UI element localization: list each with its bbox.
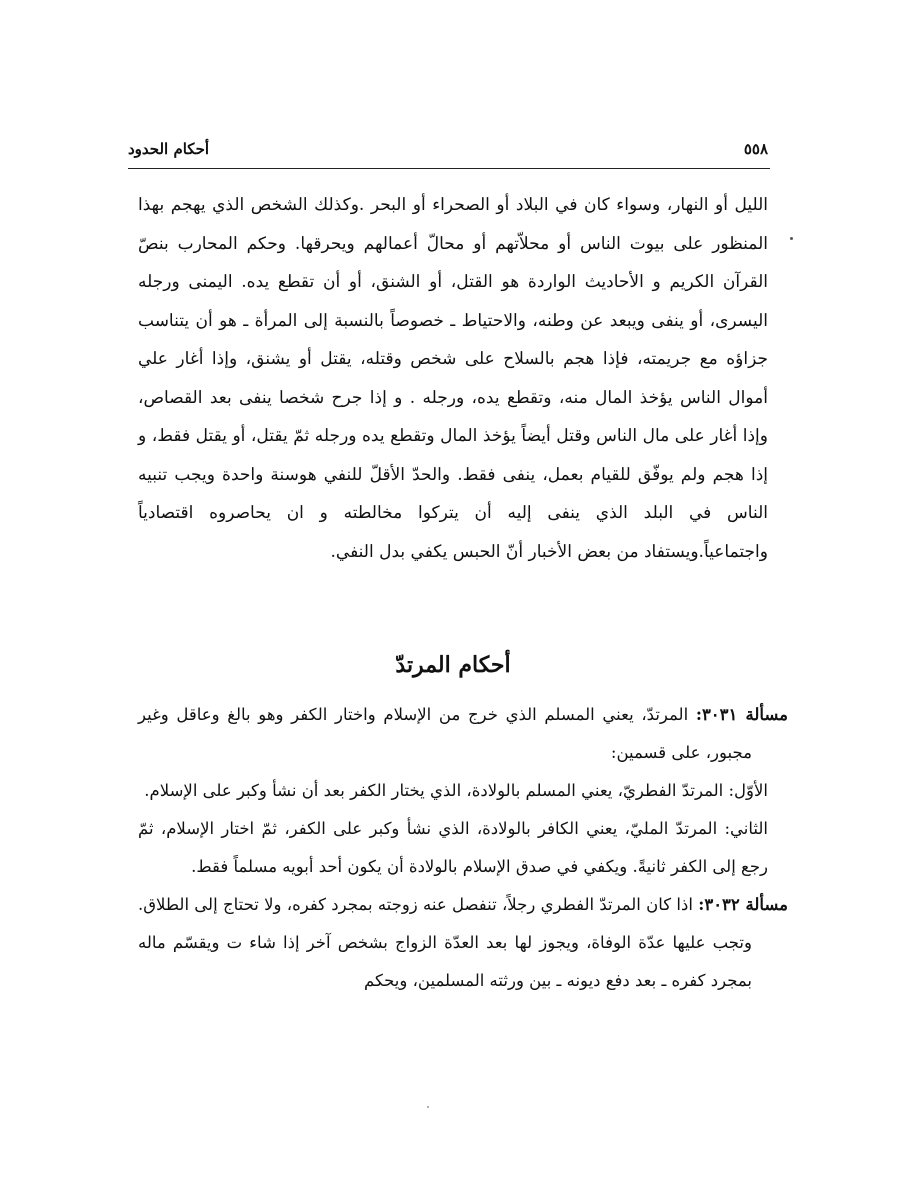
sub-item-text: الأوّل: المرتدّ الفطريّ، يعني المسلم بالولادة، الذي يختار الكفر بعد أن نشأ وكبر على الإسلام. bbox=[144, 781, 768, 800]
running-head-title: أحكام الحدود bbox=[128, 140, 210, 158]
issue-paragraph bbox=[138, 696, 788, 772]
running-head bbox=[128, 140, 768, 166]
body-paragraph: الليل أو النهار، وسواء كان في البلاد أو الصحراء أو البحر .وكذلك الشخص الذي يهجم بهذا المنظور على بيوت الناس أو محلاّتهم أو محالّ أعمالهم ويحرقها. وحكم المحارب بنصّ القرآن الكريم و الأحاديث الواردة هو القتل، أو الشنق، أو أن تقطع يده. اليمنى ورجله اليسرى، أو ينفى ويبعد عن وطنه، والاحتياط ـ خصوصاً بالنسبة إلى المرأة ـ هو أن يتناسب جزاؤه مع جريمته، فإذا هجم بالسلاح على شخص وقتله، يقتل أو يشنق، وإذا أغار علي أموال الناس يؤخذ المال منه، وتقطع يده، ورجله . و إذا جرح شخصا ينفى بعد القصاص، وإذا أغار على مال الناس وقتل أيضاً يؤخذ المال وتقطع يده ورجله ثمّ يقتل، أو يقتل فقط، و إذا هجم ولم يوفّق للقيام بعمل، ينفى فقط. والحدّ الأقلّ للنفي هوسنة واحدة ويجب تنبيه الناس في البلد الذي ينفى إليه أن يتركوا مخالطته و ان يحاصروه اقتصادياً واجتماعياً.ويستفاد من بعض الأخبار أنّ الحبس يكفي بدل النفي. bbox=[138, 195, 768, 562]
section-heading: أحكام المرتدّ bbox=[395, 652, 511, 678]
sub-item-text: الثاني: المرتدّ المليّ، يعني الكافر بالولادة، الذي نشأ وكبر على الكفر، ثمّ اختار الإسلام، ثمّ رجع إلى الكفر ثانيةً. ويكفي في صدق الإسلام بالولادة أن يكون أحد أبويه مسلماً فقط. bbox=[138, 819, 768, 876]
issue-text: اذا كان المرتدّ الفطري رجلاً، تنفصل عنه زوجته بمجرد كفره، ولا تحتاج إلى الطلاق. وتجب عليها عدّة الوفاة، ويجوز لها بعد العدّة الزواج بشخص آخر إذا شاء ت ويقسّم ماله بمجرد كفره ـ بعد دفع ديونه ـ بين ورثته المسلمين، ويحكم bbox=[138, 895, 752, 990]
issue-paragraph bbox=[138, 886, 788, 1000]
issues-list bbox=[138, 696, 788, 1000]
body-text-block bbox=[138, 186, 768, 571]
scan-speck bbox=[790, 237, 793, 240]
sub-item-paragraph bbox=[138, 772, 788, 810]
issue-label: مسألة ٣٠٣٢: bbox=[698, 895, 789, 914]
header-rule bbox=[128, 168, 770, 169]
page-number: ٥٥٨ bbox=[743, 140, 768, 158]
scan-speck bbox=[427, 1106, 429, 1108]
issue-label: مسألة ٣٠٣١: bbox=[695, 705, 789, 724]
issue-text: المرتدّ، يعني المسلم الذي خرج من الإسلام واختار الكفر وهو بالغ وعاقل وغير مجبور، على قسمين: bbox=[138, 705, 752, 762]
sub-item-paragraph bbox=[138, 810, 788, 886]
